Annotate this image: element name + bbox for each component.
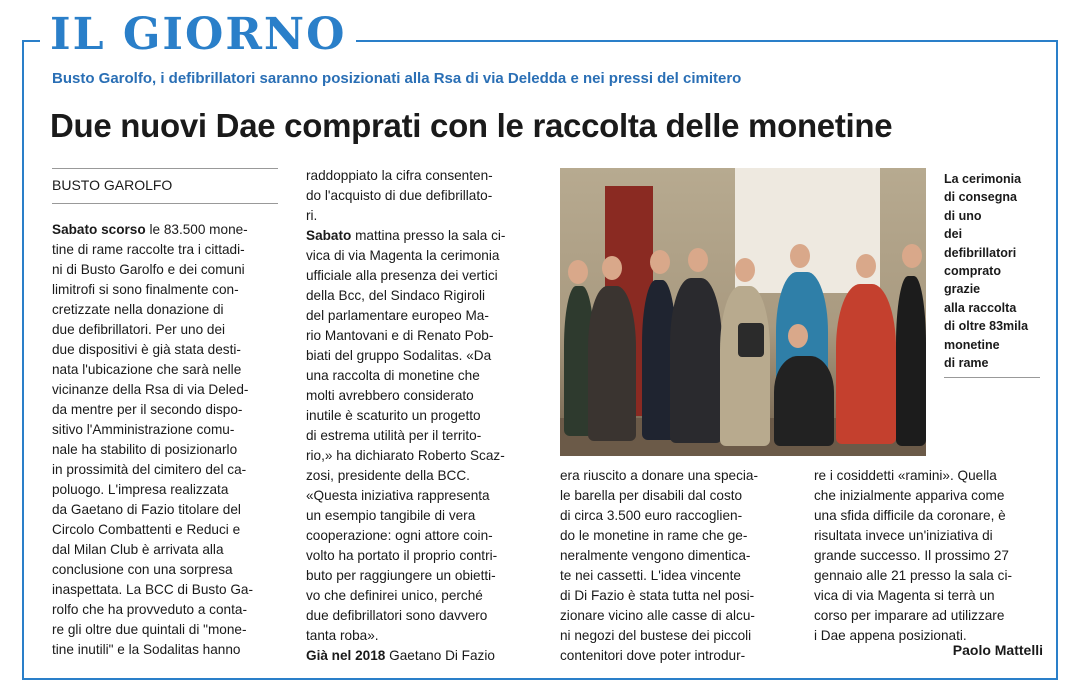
photo-person-head	[688, 248, 708, 272]
col2-line: raddoppiato la cifra consenten-	[306, 168, 493, 183]
col1-line: re gli oltre due quintali di "mone-	[52, 622, 247, 637]
col2-lead: Sabato	[306, 228, 352, 243]
col1-line: rolfo che ha provveduto a conta-	[52, 602, 247, 617]
col4-line: corso per imparare ad utilizzare	[814, 608, 1005, 623]
col3-line: do le monetine in rame che ge-	[560, 528, 748, 543]
col2-line: rio,» ha dichiarato Roberto Scaz-	[306, 448, 505, 463]
col1-line: ni di Busto Garolfo e dei comuni	[52, 262, 245, 277]
caption-line: alla raccolta	[944, 300, 1017, 315]
photo-person	[588, 286, 636, 441]
photo-person-head	[856, 254, 876, 278]
col2-line: del parlamentare europeo Ma-	[306, 308, 489, 323]
col4-line: risultata invece un'iniziativa di	[814, 528, 993, 543]
caption-line: La cerimonia	[944, 172, 1022, 186]
col3-line: era riuscito a donare una specia-	[560, 468, 758, 483]
author-byline: Paolo Mattelli	[952, 642, 1043, 658]
caption-line: comprato	[944, 264, 1001, 279]
col4-line: una sfida difficile da coronare, è	[814, 508, 1006, 523]
col2-line: ri.	[306, 208, 318, 223]
col1-line: limitrofi si sono finalmente con-	[52, 282, 239, 297]
column-2	[306, 166, 532, 666]
col1-line: dal Milan Club è arrivata alla	[52, 542, 224, 557]
column-4	[814, 466, 1042, 646]
col2-line: cooperazione: ogni attore coin-	[306, 528, 493, 543]
col1-lead: Sabato scorso	[52, 222, 146, 237]
col3-line: te nei cassetti. L'idea vincente	[560, 568, 741, 583]
col1-line: tine inutili" e la Sodalitas hanno	[52, 642, 241, 657]
caption-rule	[944, 377, 1040, 378]
photo-caption	[944, 170, 1044, 372]
col1-line: nale ha stabilito di posizionarlo	[52, 442, 238, 457]
photo-person	[836, 284, 896, 444]
col1-line: inaspettata. La BCC di Busto Ga-	[52, 582, 253, 597]
newspaper-masthead: IL GIORNO	[40, 6, 356, 64]
col1-line: cretizzate nella donazione di	[52, 302, 224, 317]
col3-line: neralmente vengono dimentica-	[560, 548, 751, 563]
photo-person	[774, 356, 834, 446]
col1-line: in prossimità del cimitero del ca-	[52, 462, 247, 477]
col3-line: di Di Fazio è stata tutta nel posi-	[560, 588, 755, 603]
caption-line: dei	[944, 227, 963, 242]
photo-person	[720, 286, 770, 446]
col1-line: conclusione con una sorpresa	[52, 562, 233, 577]
caption-line: di oltre 83mila	[944, 319, 1029, 334]
col1-line: tine di rame raccolte tra i cittadi-	[52, 242, 245, 257]
col2-line: inutile è scaturito un progetto	[306, 408, 481, 423]
col1-line: Sabato scorso le 83.500 mone-	[52, 222, 248, 237]
col1-line: Circolo Combattenti e Reduci e	[52, 522, 241, 537]
caption-line: di rame	[944, 356, 989, 371]
dateline-rule-top	[52, 168, 278, 169]
col3-line: le barella per disabili dal costo	[560, 488, 743, 503]
col1-line: nata l'ubicazione che sarà nelle	[52, 362, 242, 377]
col2-line: ufficiale alla presenza dei vertici	[306, 268, 498, 283]
defibrillator-device	[738, 323, 764, 357]
col3-line: ni negozi del bustese dei piccoli	[560, 628, 752, 643]
col2-line: rio Mantovani e di Renato Pob-	[306, 328, 494, 343]
col2-lead-2018: Già nel 2018	[306, 648, 386, 663]
col4-line: re i cosiddetti «ramini». Quella	[814, 468, 997, 483]
col2-line: molti avrebbero considerato	[306, 388, 474, 403]
col1-line: due dispositivi è già stata desti-	[52, 342, 241, 357]
col2-line: vica di via Magenta la cerimonia	[306, 248, 500, 263]
col2-line: buto per raggiungere un obietti-	[306, 568, 496, 583]
dateline: BUSTO GAROLFO	[52, 177, 173, 193]
col2-line: Già nel 2018 Gaetano Di Fazio	[306, 648, 495, 663]
col1-line: da mentre per il secondo dispo-	[52, 402, 243, 417]
dateline-rule-bottom	[52, 203, 278, 204]
col1-line: due defibrillatori. Per uno dei	[52, 322, 226, 337]
col2-line: di estrema utilità per il territo-	[306, 428, 482, 443]
col4-line: i Dae appena posizionati.	[814, 628, 967, 643]
col4-line: grande successo. Il prossimo 27	[814, 548, 1009, 563]
caption-line: grazie	[944, 282, 981, 297]
photo-person-head	[790, 244, 810, 268]
col3-line: zionare vicino alle casse di alcu-	[560, 608, 755, 623]
photo-person-head	[735, 258, 755, 282]
column-1	[52, 220, 280, 660]
col2-line: una raccolta di monetine che	[306, 368, 480, 383]
col2-line: della Bcc, del Sindaco Rigiroli	[306, 288, 486, 303]
col3-line: contenitori dove poter introdur-	[560, 648, 746, 663]
col2-line: zosi, presidente della BCC.	[306, 468, 470, 483]
col2-line: Sabato mattina presso la sala ci-	[306, 228, 506, 243]
photo-person-head	[788, 324, 808, 348]
col2-line: tanta roba».	[306, 628, 379, 643]
col2-line: due defibrillatori sono davvero	[306, 608, 488, 623]
col2-line: biati del gruppo Sodalitas. «Da	[306, 348, 492, 363]
photo-person	[896, 276, 926, 446]
col2-line: vo che definirei unico, perché	[306, 588, 483, 603]
photo-person-head	[568, 260, 588, 284]
ceremony-photo	[560, 168, 926, 456]
col1-line: da Gaetano di Fazio titolare del	[52, 502, 241, 517]
col2-line: «Questa iniziativa rappresenta	[306, 488, 490, 503]
col4-line: vica di via Magenta si terrà un	[814, 588, 995, 603]
caption-line: monetine	[944, 337, 1000, 352]
col4-line: che inizialmente appariva come	[814, 488, 1005, 503]
col4-line: gennaio alle 21 presso la sala ci-	[814, 568, 1012, 583]
col2-line: un esempio tangibile di vera	[306, 508, 476, 523]
col2-line: do l'acquisto di due defibrillato-	[306, 188, 493, 203]
col1-line: sitivo l'Amministrazione comu-	[52, 422, 235, 437]
col3-line: di circa 3.500 euro raccoglien-	[560, 508, 743, 523]
photo-person-head	[902, 244, 922, 268]
photo-person-head	[650, 250, 670, 274]
photo-person-head	[602, 256, 622, 280]
article-headline: Due nuovi Dae comprati con le raccolta delle monetine	[50, 107, 893, 144]
article-kicker: Busto Garolfo, i defibrillatori saranno posizionati alla Rsa di via Deledda e nei pressi del cimitero	[52, 70, 742, 87]
col1-line: vicinanze della Rsa di via Deled-	[52, 382, 249, 397]
photo-person	[670, 278, 722, 443]
col2-line: volto ha portato il proprio contri-	[306, 548, 498, 563]
caption-line: di uno	[944, 208, 982, 223]
caption-line: defibrillatori	[944, 245, 1017, 260]
col1-line: poluogo. L'impresa realizzata	[52, 482, 229, 497]
column-3	[560, 466, 788, 666]
caption-line: di consegna	[944, 190, 1017, 205]
